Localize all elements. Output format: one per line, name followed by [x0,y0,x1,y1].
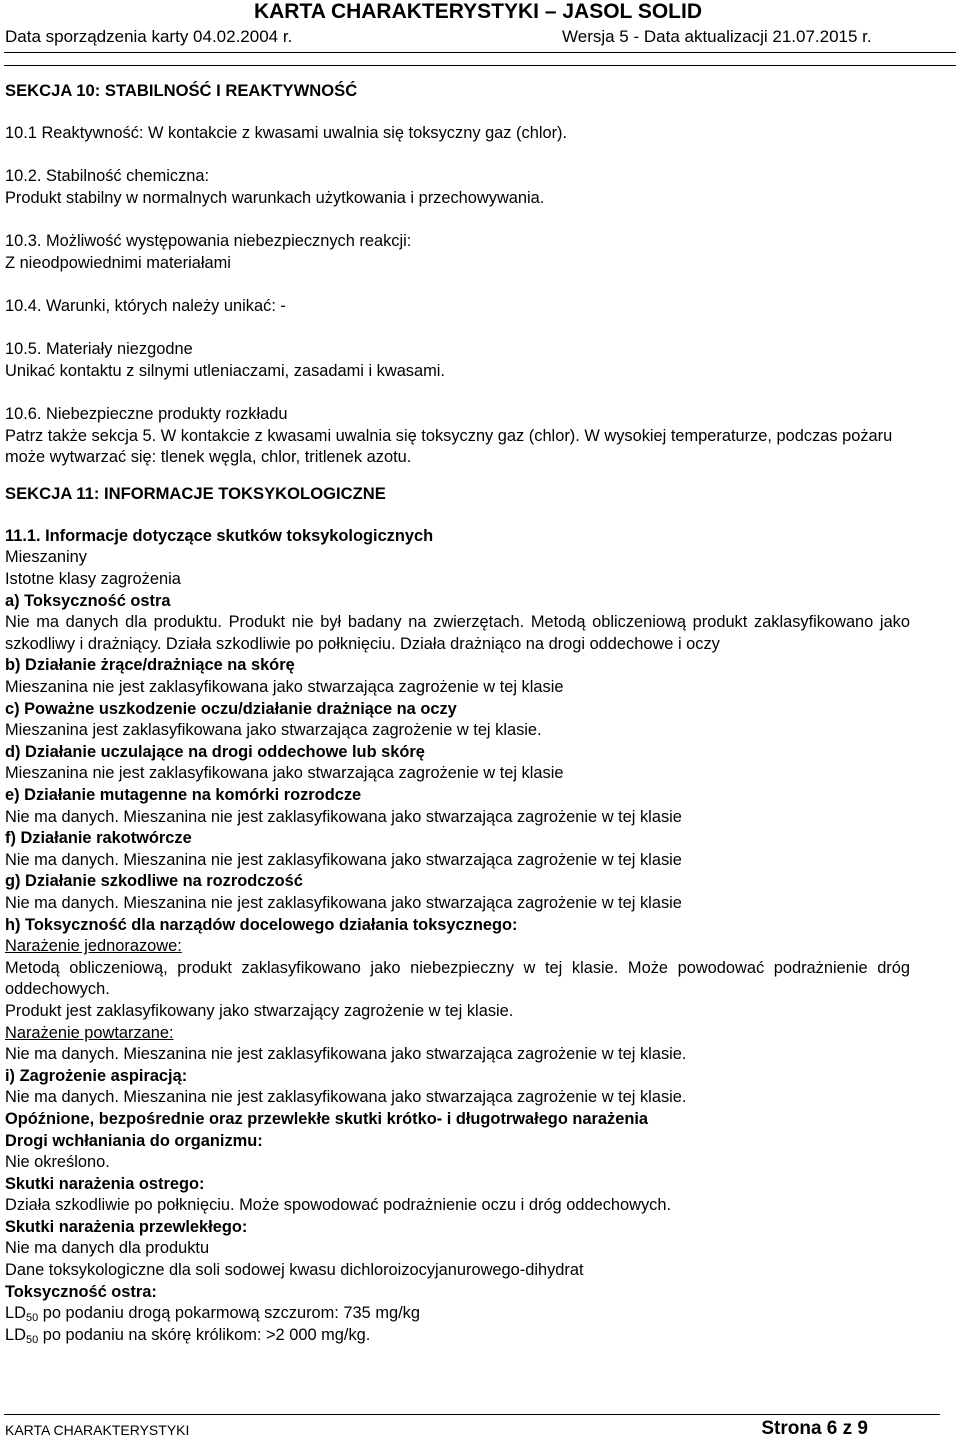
eye-damage-heading: c) Poważne uszkodzenie oczu/działanie drażniące na oczy [5,699,457,718]
acute-effects-text: Działa szkodliwie po połknięciu. Może spowodować podrażnienie oczu i dróg oddechowych. [5,1196,672,1215]
sensitisation-heading: d) Działanie uczulające na drogi oddechowe lub skórę [5,742,425,761]
header-rule-top [4,52,956,53]
reactivity: 10.1 Reaktywność: W kontakcie z kwasami uwalnia się toksyczny gaz (chlor). [5,124,568,143]
hazard-classes-label: Istotne klasy zagrożenia [5,570,181,589]
section-10-title: SEKCJA 10: STABILNOŚĆ I REAKTYWNOŚĆ [5,81,358,100]
aspiration-text: Nie ma danych. Mieszanina nie jest zaklasyfikowana jako stwarzająca zagrożenie w tej klasie. [5,1088,687,1107]
repeated-exposure-text: Nie ma danych. Mieszanina nie jest zaklasyfikowana jako stwarzająca zagrożenie w tej klasie. [5,1045,687,1064]
chronic-effects-text-1: Nie ma danych dla produktu [5,1239,210,1258]
mutagenicity-heading: e) Działanie mutagenne na komórki rozrodcze [5,786,362,804]
acute-tox-values-heading: Toksyczność ostra: [5,1282,157,1301]
document-title: KARTA CHARAKTERYSTYKI – JASOL SOLID [253,0,702,23]
single-exposure-text: Metodą obliczeniową, produkt zaklasyfikowano jako niebezpieczny w tej klasie. Może powodować podrażnienie dróg oddechowych. [5,958,910,999]
decomposition-products-heading: 10.6. Niebezpieczne produkty rozkładu [5,404,288,423]
acute-toxicity-text: Nie ma danych dla produktu. Produkt nie był badany na zwierzętach. Metodą obliczeniową produkt zaklasyfikowano jako szkodliwy i drażniący. Działa szkodliwie po połknięciu. Działa drażniąco na drogi oddechowe i oczy [5,613,910,653]
footer-doc-name: KARTA CHARAKTERYSTYKI [5,1422,190,1438]
stability-heading: 10.2. Stabilność chemiczna: [5,167,210,186]
document-body [5,80,910,1346]
incompatible-materials-text: Unikać kontaktu z silnymi utleniaczami, zasadami i kwasami. [5,361,445,380]
incompatible-materials-heading: 10.5. Materiały niezgodne [5,340,193,359]
reproductive-toxicity-heading: g) Działanie szkodliwe na rozrodczość [5,872,303,891]
skin-corrosion-heading: b) Działanie żrące/drażniące na skórę [5,656,295,675]
version-info: Wersja 5 - Data aktualizacji 21.07.2015 r. [562,27,872,46]
carcinogenicity-text: Nie ma danych. Mieszanina nie jest zaklasyfikowana jako stwarzająca zagrożenie w tej klasie [5,850,682,869]
single-exposure-label: Narażenie jednorazowe: [5,937,182,956]
decomposition-products-text: Patrz także sekcja 5. W kontakcie z kwasami uwalnia się toksyczny gaz (chlor). W wysokiej temperaturze, podczas pożaru może wytwarzać się: tlenek węgla, chlor, tritlenek azotu. [5,426,893,467]
sensitisation-text: Mieszanina nie jest zaklasyfikowana jako stwarzająca zagrożenie w tej klasie [5,764,564,783]
ld-subscript: 50 [25,1333,39,1346]
ld-label: LD [5,1304,26,1323]
reproductive-toxicity-text: Nie ma danych. Mieszanina nie jest zaklasyfikowana jako stwarzająca zagrożenie w tej klasie [5,893,682,912]
mixtures-label: Mieszaniny [5,548,87,567]
ld-subscript: 50 [25,1312,39,1325]
header-rule-bottom [4,65,956,66]
single-exposure-text-2: Produkt jest zaklasyfikowany jako stwarzający zagrożenie w tej klasie. [5,1001,514,1020]
ld50-oral-value: po podaniu drogą pokarmową szczurom: 735 mg/kg [38,1304,420,1323]
conditions-to-avoid: 10.4. Warunki, których należy unikać: - [5,296,286,315]
page-number: Strona 6 z 9 [761,1418,868,1439]
mutagenicity-text: Nie ma danych. Mieszanina nie jest zaklasyfikowana jako stwarzająca zagrożenie w tej klasie [5,807,682,826]
hazardous-reactions-text: Z nieodpowiednimi materiałami [5,253,231,272]
exposure-routes-text: Nie określono. [5,1153,110,1172]
chronic-effects-heading: Skutki narażenia przewlekłego: [5,1217,248,1236]
ld50-oral [5,1303,910,1325]
footer-rule [4,1414,940,1415]
carcinogenicity-heading: f) Działanie rakotwórcze [5,829,192,848]
exposure-routes-heading: Drogi wchłaniania do organizmu: [5,1131,263,1150]
skin-corrosion-text: Mieszanina nie jest zaklasyfikowana jako stwarzająca zagrożenie w tej klasie [5,678,564,697]
eye-damage-text: Mieszanina jest zaklasyfikowana jako stwarzająca zagrożenie w tej klasie. [5,721,542,740]
tox-info-heading: 11.1. Informacje dotyczące skutków toksykologicznych [5,526,434,545]
ld50-dermal-value: po podaniu na skórę królikom: >2 000 mg/kg. [38,1325,371,1344]
stability-text: Produkt stabilny w normalnych warunkach użytkowania i przechowywania. [5,188,545,207]
acute-toxicity-heading: a) Toksyczność ostra [5,591,171,610]
acute-effects-heading: Skutki narażenia ostrego: [5,1174,205,1193]
delayed-effects-heading: Opóźnione, bezpośrednie oraz przewlekłe skutki krótko- i długotrwałego narażenia [5,1109,649,1128]
creation-date: Data sporządzenia karty 04.02.2004 r. [5,27,293,46]
repeated-exposure-label: Narażenie powtarzane: [5,1023,174,1042]
aspiration-heading: i) Zagrożenie aspiracją: [5,1066,188,1085]
hazardous-reactions-heading: 10.3. Możliwość występowania niebezpiecznych reakcji: [5,232,412,251]
ld50-dermal [5,1325,910,1347]
ld-label: LD [5,1325,26,1344]
section-11-title: SEKCJA 11: INFORMACJE TOKSYKOLOGICZNE [5,483,386,503]
stot-heading: h) Toksyczność dla narządów docelowego działania toksycznego: [5,915,518,934]
chronic-effects-text-2: Dane toksykologiczne dla soli sodowej kwasu dichloroizocyjanurowego-dihydrat [5,1261,584,1280]
